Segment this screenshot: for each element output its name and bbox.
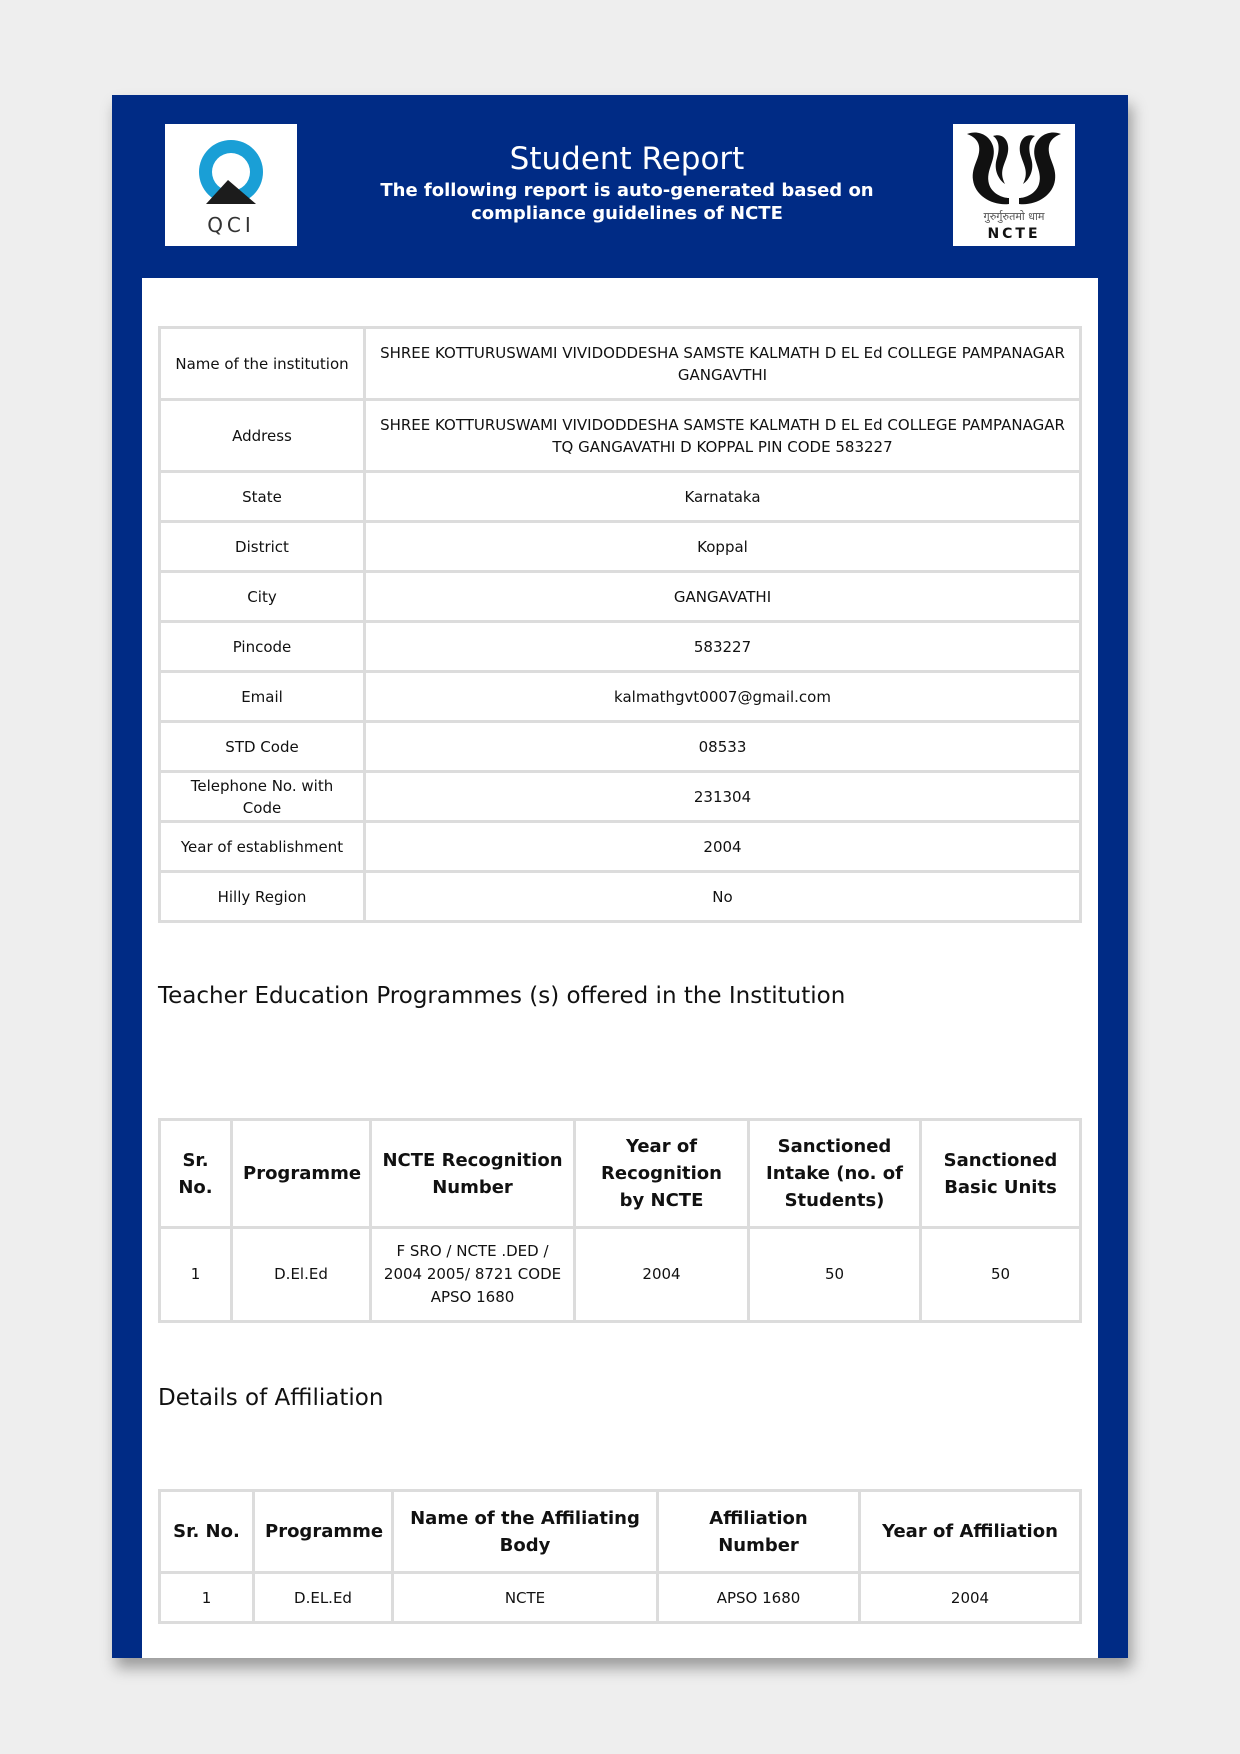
info-value: 583227 xyxy=(365,622,1081,672)
report-header xyxy=(322,141,932,225)
column-header: Year of Recognition by NCTE xyxy=(575,1120,749,1228)
column-header: Sr. No. xyxy=(160,1491,254,1573)
column-header: Sanctioned Intake (no. of Students) xyxy=(749,1120,921,1228)
table-cell: 2004 xyxy=(860,1573,1081,1623)
info-label: Year of establishment xyxy=(160,822,365,872)
column-header: Programme xyxy=(232,1120,371,1228)
info-label: Pincode xyxy=(160,622,365,672)
info-label: State xyxy=(160,472,365,522)
info-label: Email xyxy=(160,672,365,722)
institution-details-table xyxy=(158,326,1082,923)
page-subtitle: The following report is auto-generated based on compliance guidelines of NCTE xyxy=(380,180,874,224)
info-value: 2004 xyxy=(365,822,1081,872)
table-cell: NCTE xyxy=(393,1573,658,1623)
info-label: District xyxy=(160,522,365,572)
report-sheet xyxy=(112,95,1128,1658)
table-cell: 2004 xyxy=(575,1228,749,1322)
info-label: Telephone No. with Code xyxy=(160,772,365,822)
info-label: Hilly Region xyxy=(160,872,365,922)
info-label: Name of the institution xyxy=(160,328,365,400)
programmes-heading: Teacher Education Programmes (s) offered in the Institution xyxy=(158,983,846,1009)
ncte-motto-text: गुरुर्गुरुतमो धाम xyxy=(983,210,1045,223)
table-row xyxy=(160,1573,1081,1623)
table-cell: APSO 1680 xyxy=(658,1573,860,1623)
info-row xyxy=(160,522,1081,572)
table-cell: D.EL.Ed xyxy=(254,1573,393,1623)
table-cell: D.El.Ed xyxy=(232,1228,371,1322)
info-row xyxy=(160,572,1081,622)
info-row xyxy=(160,772,1081,822)
qci-logo-icon xyxy=(176,130,286,240)
page-title: Student Report xyxy=(509,141,745,177)
info-value: Koppal xyxy=(365,522,1081,572)
info-row xyxy=(160,822,1081,872)
table-cell: 1 xyxy=(160,1573,254,1623)
column-header: Sanctioned Basic Units xyxy=(921,1120,1081,1228)
info-value: GANGAVATHI xyxy=(365,572,1081,622)
info-row xyxy=(160,672,1081,722)
info-value: Karnataka xyxy=(365,472,1081,522)
column-header: Year of Affiliation xyxy=(860,1491,1081,1573)
ncte-logo-icon xyxy=(955,126,1073,244)
column-header: Programme xyxy=(254,1491,393,1573)
column-header: Name of the Affiliating Body xyxy=(393,1491,658,1573)
qci-logo xyxy=(165,124,297,246)
column-header: NCTE Recognition Number xyxy=(371,1120,575,1228)
info-label: STD Code xyxy=(160,722,365,772)
info-value: No xyxy=(365,872,1081,922)
info-value: 231304 xyxy=(365,772,1081,822)
table-row xyxy=(160,1228,1081,1322)
info-row xyxy=(160,400,1081,472)
info-row xyxy=(160,328,1081,400)
table-cell: 50 xyxy=(749,1228,921,1322)
affiliation-heading: Details of Affiliation xyxy=(158,1385,384,1411)
info-value: SHREE KOTTURUSWAMI VIVIDODDESHA SAMSTE KALMATH D EL Ed COLLEGE PAMPANAGAR TQ GANGAVATHI D KOPPAL PIN CODE 583227 xyxy=(365,400,1081,472)
report-content xyxy=(142,278,1098,1658)
info-label: Address xyxy=(160,400,365,472)
info-row xyxy=(160,872,1081,922)
table-cell: 1 xyxy=(160,1228,232,1322)
info-label: City xyxy=(160,572,365,622)
affiliation-table xyxy=(158,1489,1082,1624)
programmes-table xyxy=(158,1118,1082,1323)
info-row xyxy=(160,472,1081,522)
info-value: 08533 xyxy=(365,722,1081,772)
table-cell: 50 xyxy=(921,1228,1081,1322)
info-row xyxy=(160,722,1081,772)
ncte-logo-text: NCTE xyxy=(987,226,1041,242)
table-cell: F SRO / NCTE .DED / 2004 2005/ 8721 CODE APSO 1680 xyxy=(371,1228,575,1322)
column-header: Sr. No. xyxy=(160,1120,232,1228)
qci-logo-text: QCI xyxy=(207,213,255,237)
ncte-logo xyxy=(953,124,1075,246)
column-header: Affiliation Number xyxy=(658,1491,860,1573)
info-value: kalmathgvt0007@gmail.com xyxy=(365,672,1081,722)
info-value: SHREE KOTTURUSWAMI VIVIDODDESHA SAMSTE KALMATH D EL Ed COLLEGE PAMPANAGAR GANGAVTHI xyxy=(365,328,1081,400)
info-row xyxy=(160,622,1081,672)
